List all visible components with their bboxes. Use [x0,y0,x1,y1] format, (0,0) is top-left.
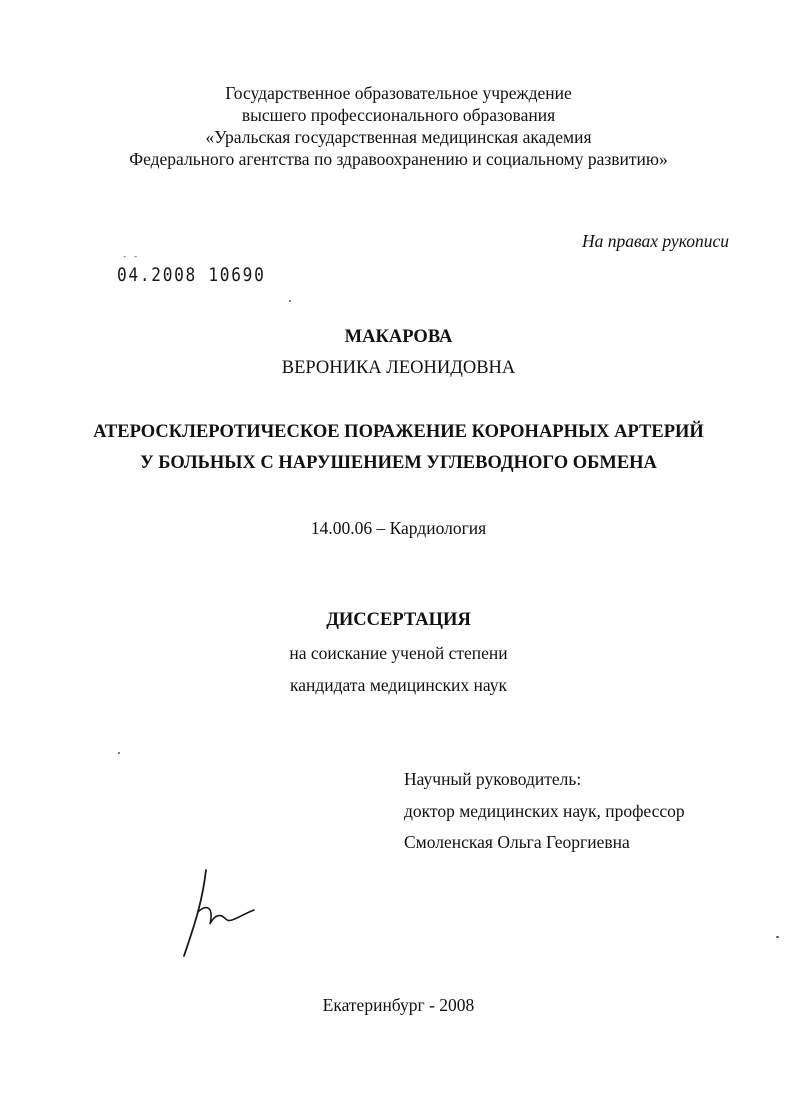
place-and-year: Екатеринбург - 2008 [322,995,475,1015]
dissertation-title-line-2: У БОЛЬНЫХ С НАРУШЕНИЕМ УГЛЕВОДНОГО ОБМЕНА [140,453,657,473]
manuscript-rights-note: На правах рукописи [582,231,729,251]
stamp-tick-mark: - - [122,252,139,262]
institution-line-4: Федерального агентства по здравоохранению и социальному развитию» [129,149,668,169]
author-surname: МАКАРОВА [344,327,453,347]
institution-line-2: высшего профессионального образования [241,105,556,125]
scan-speck [289,300,291,302]
supervisor-name: Смоленская Ольга Георгиевна [404,832,630,852]
work-type-line-1: на соискание ученой степени [289,643,508,663]
library-stamp-number: 04.2008 10690 [117,264,266,286]
specialty-code: 14.00.06 – Кардиология [310,518,487,538]
supervisor-label: Научный руководитель: [404,769,582,789]
institution-line-1: Государственное образовательное учреждение [225,83,572,103]
dissertation-title-line-1: АТЕРОСКЛЕРОТИЧЕСКОЕ ПОРАЖЕНИЕ КОРОНАРНЫХ АРТЕРИЙ [93,422,704,442]
supervisor-degree: доктор медицинских наук, профессор [404,801,685,821]
signature-mark [176,864,266,964]
scan-speck [776,936,779,938]
institution-line-3: «Уральская государственная медицинская академия [205,127,592,147]
work-type-heading: ДИССЕРТАЦИЯ [326,610,471,630]
author-given-names: ВЕРОНИКА ЛЕОНИДОВНА [281,358,516,378]
work-type-line-2: кандидата медицинских наук [289,675,508,695]
scan-speck [118,752,120,754]
